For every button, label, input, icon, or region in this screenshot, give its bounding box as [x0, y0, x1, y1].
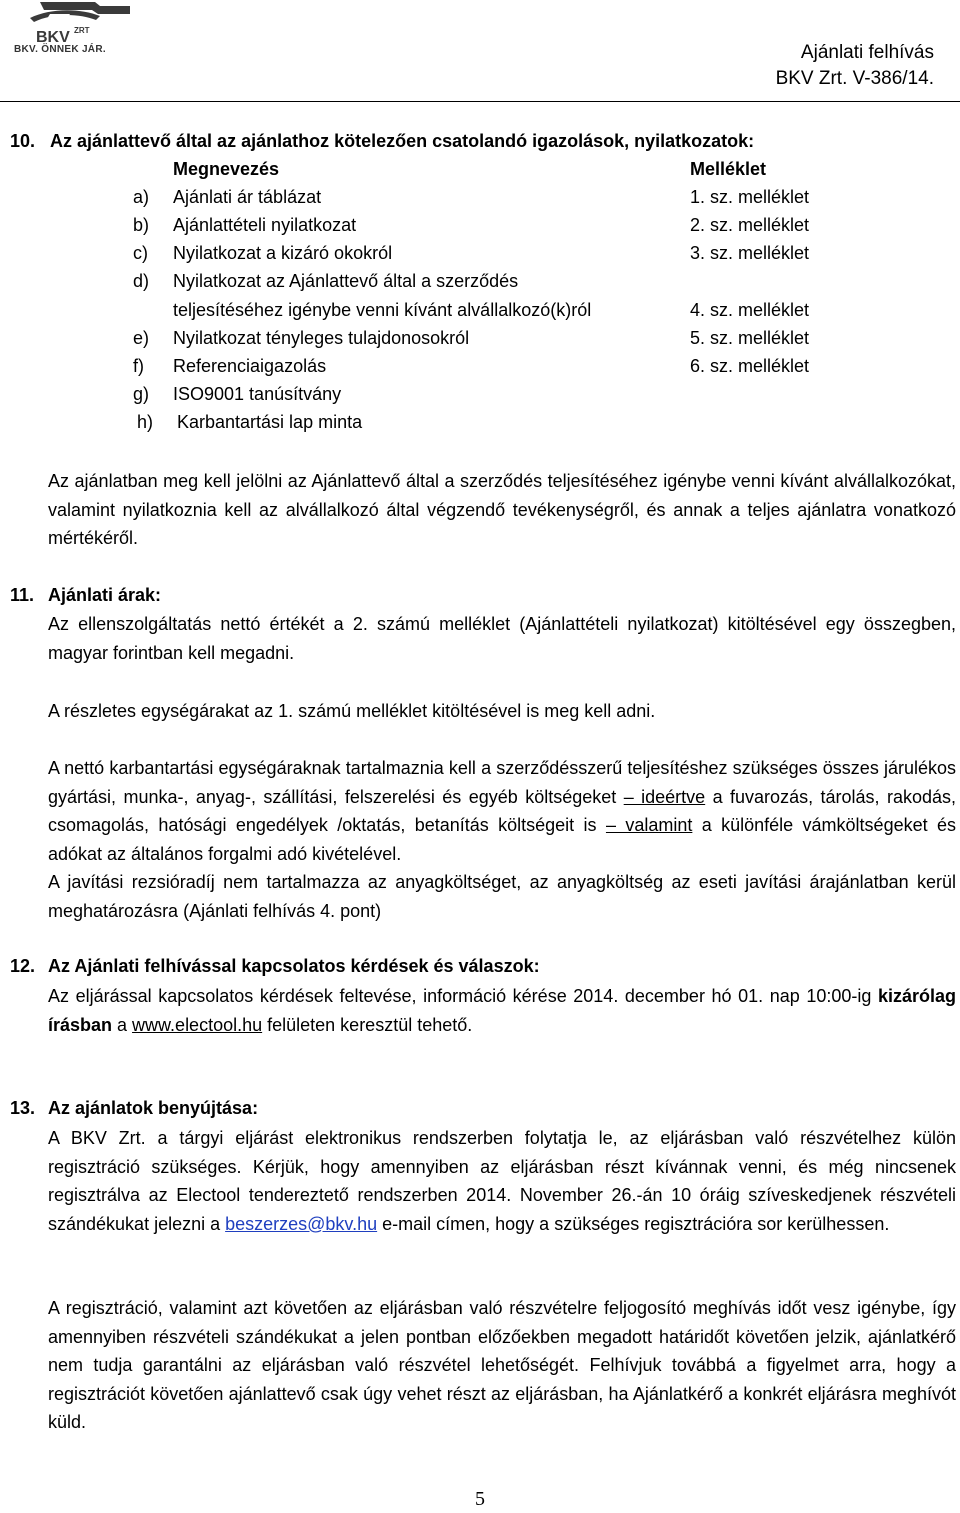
bkv-logo — [0, 0, 135, 72]
logo-superscript: ZRT — [74, 26, 90, 35]
section-10-note: Az ajánlatban meg kell jelölni az Ajánlattevő által a szerződés teljesítéséhez igénybe venni kívánt alvállalkozókat, valamint nyilatkoznia kell az alvállalkozó által végzendő tevékenységről, és annak a teljes ajánlatra vonatkozó mértékéről. — [48, 471, 956, 549]
section-13-paragraph-1 — [48, 1124, 956, 1238]
list-item-attachment: 6. sz. melléklet — [690, 356, 810, 376]
paragraph-text: Az eljárással kapcsolatos kérdések feltevése, információ kérése 2014. december hó 01. nap 10:00-ig — [48, 986, 878, 1006]
section-12-number: 12. — [10, 956, 36, 976]
section-12-paragraph — [48, 982, 956, 1039]
section-10-number: 10. — [10, 131, 36, 151]
underlined-text: – ideértve — [623, 786, 706, 807]
list-item-name: Nyilatkozat a kizáró okokról — [173, 243, 393, 263]
paragraph-text: a fuvarozás, tárolás, rakodás, csomagolás, hatósági engedélyek /oktatás, betanítás költségeit is — [48, 786, 956, 836]
logo-text: BKV — [36, 29, 70, 46]
list-item-name: Nyilatkozat tényleges tulajdonosokról — [173, 328, 470, 348]
electool-link[interactable]: www.electool.hu — [132, 1014, 263, 1035]
list-item-letter: c) — [133, 243, 148, 263]
list-item-name: Ajánlattételi nyilatkozat — [173, 215, 357, 235]
underlined-text: – valamint — [605, 815, 693, 836]
bkv-logo-graphic — [0, 0, 135, 50]
section-13-number: 13. — [10, 1098, 36, 1118]
list-item-letter: d) — [133, 271, 150, 291]
list-item-letter: e) — [133, 328, 150, 348]
list-item-letter: a) — [133, 187, 150, 207]
list-item-attachment: 1. sz. melléklet — [690, 187, 810, 207]
list-item-attachment: 3. sz. melléklet — [690, 243, 810, 263]
list-item-letter: f) — [133, 356, 144, 376]
paragraph-text: felületen keresztül tehető. — [262, 1014, 473, 1035]
document-header — [776, 40, 934, 92]
header-divider — [0, 101, 960, 102]
paragraph-text: A nettó karbantartási egységáraknak tartalmaznia kell a szerződésszerű teljesítéshez szükséges összes járulékos gyártási, munka-, anyag-, szállítási, felszerelési és egyéb költségeket — [48, 758, 956, 807]
document-reference: BKV Zrt. V-386/14. — [775, 68, 934, 89]
paragraph-text: a különféle vámköltségeket és adókat az általános forgalmi adó kivételével. — [48, 815, 956, 864]
section-11-paragraph-4: A javítási rezsióradíj nem tartalmazza az anyagköltséget, az anyagköltség az eseti javítási árajánlatban kerül meghatározásra (Ajánlati felhívás 4. pont) — [48, 872, 956, 921]
bold-text: kizárólag írásban — [48, 986, 956, 1035]
paragraph-text: e-mail címen, hogy a szükséges regisztrációra sor kerülhessen. — [377, 1213, 890, 1234]
paragraph-text: a — [112, 1014, 133, 1035]
logo-slogan: BKV. ÖNNEK JÁR. — [14, 44, 106, 55]
section-13-title: Az ajánlatok benyújtása: — [48, 1098, 259, 1118]
list-item-name: Referenciaigazolás — [173, 356, 327, 376]
list-item-name: ISO9001 tanúsítvány — [173, 384, 342, 404]
paragraph-text: A BKV Zrt. a tárgyi eljárást elektronikus rendszerben folytatja le, az eljárásban való részvételhez külön regisztráció szükséges. Kérjük, hogy amennyiben az eljárásban részt kívánnak venni, és még nincsenek regisztrálva az Electool tendereztető rendszerben 2014. November 26.-án 10 óráig szíveskedjenek részvételi szándékukat jelezni a — [48, 1128, 956, 1234]
section-12-title: Az Ajánlati felhívással kapcsolatos kérdések és válaszok: — [48, 956, 540, 976]
column-header-attachment: Melléklet — [690, 159, 767, 179]
section-11-paragraph-1: Az ellenszolgáltatás nettó értékét a 2. számú melléklet (Ajánlattételi nyilatkozat) kitöltésével egy összegben, magyar forintban kell megadni. — [48, 614, 956, 663]
section-11-number: 11. — [10, 585, 35, 605]
list-item-name: Ajánlati ár táblázat — [173, 187, 322, 207]
page-number: 5 — [475, 1488, 485, 1510]
list-item-attachment: 2. sz. melléklet — [690, 215, 810, 235]
document-type: Ajánlati felhívás — [800, 42, 934, 63]
list-item-name: Nyilatkozat az Ajánlattevő által a szerződés — [173, 271, 519, 291]
list-item-attachment: 5. sz. melléklet — [690, 328, 810, 348]
list-item-name: Karbantartási lap minta — [177, 412, 363, 432]
section-13-paragraph-2: A regisztráció, valamint azt követően az eljárásban való részvételre feljogosító meghívás időt vesz igénybe, így amennyiben részvételi szándékukat a jelen pontban előzőekben megadott határidőt követően jelzik, ajánlatkérő nem tudja garantálni az eljárásban való részvétel lehetőségét. Felhívjuk továbbá a figyelmet arra, hogy a regisztrációt követően ajánlattevő csak úgy vehet részt az eljárásban, ha Ajánlatkérő a konkrét eljárásra meghívót küld. — [48, 1298, 956, 1433]
section-11-paragraph-3 — [48, 754, 956, 868]
column-header-name: Megnevezés — [173, 159, 280, 179]
list-item-letter: h) — [137, 412, 154, 432]
list-item-attachment: 4. sz. melléklet — [690, 300, 810, 320]
section-10-title: Az ajánlattevő által az ajánlathoz kötelezően csatolandó igazolások, nyilatkozatok: — [50, 131, 755, 151]
email-link[interactable]: beszerzes@bkv.hu — [225, 1213, 378, 1234]
list-item-letter: g) — [133, 384, 150, 404]
list-item-letter: b) — [133, 215, 150, 235]
section-11-title: Ajánlati árak: — [48, 585, 162, 605]
section-11-paragraph-2: A részletes egységárakat az 1. számú melléklet kitöltésével is meg kell adni. — [48, 701, 656, 721]
list-item-name-continued: teljesítéséhez igénybe venni kívánt alvállalkozó(k)ról — [173, 300, 592, 320]
